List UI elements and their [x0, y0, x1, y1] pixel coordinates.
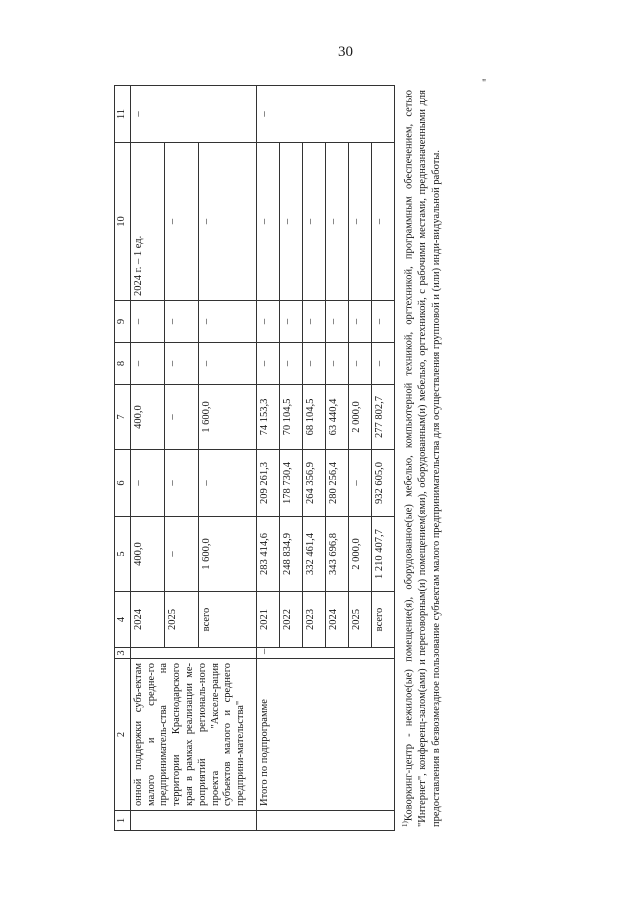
- value-cell: –: [198, 450, 256, 517]
- value-cell: –: [348, 301, 371, 343]
- value-cell: 280 256,4: [325, 450, 348, 517]
- year-cell: 2024: [325, 592, 348, 648]
- value-cell: 209 261,3: [256, 450, 279, 517]
- table-row: [130, 86, 164, 831]
- result-cell: –: [164, 143, 198, 301]
- header-cell: 1: [115, 811, 131, 831]
- value-cell: 277 802,7: [371, 385, 394, 450]
- value-cell: –: [279, 343, 302, 385]
- header-cell: 2: [115, 659, 131, 811]
- result-cell: –: [198, 143, 256, 301]
- header-cell: 10: [115, 143, 131, 301]
- year-cell: всего: [198, 592, 256, 648]
- value-cell: 178 730,4: [279, 450, 302, 517]
- year-cell: 2022: [279, 592, 302, 648]
- total-name-cell: Итого по подпрограмме: [256, 659, 394, 811]
- value-cell: –: [198, 343, 256, 385]
- year-cell: 2025: [348, 592, 371, 648]
- value-cell: 1 600,0: [198, 385, 256, 450]
- header-cell: 3: [115, 648, 131, 659]
- value-cell: 343 696,8: [325, 517, 348, 592]
- value-cell: –: [164, 385, 198, 450]
- value-cell: 2 000,0: [348, 385, 371, 450]
- footnote-text: Коворкинг-центр - нежилое(ые) помещение(я), оборудованное(ые) мебелью, компьютерной техникой, оргтехникой, программным обеспечением, сетью "Интернет", конференц-залом(ами) и переговорным(и) помещением(ями), оборудованным(и) мебелью, оргтехникой, с рабочими местами, предназначенными для предоставления в безвозмездное пользование субъектам малого предпринимательства для осуществления групповой и (или) инди-видуальной работы.: [403, 90, 443, 827]
- value-cell: 1 210 407,7: [371, 517, 394, 592]
- value-cell: 332 461,4: [302, 517, 325, 592]
- value-cell: 74 153,3: [256, 385, 279, 450]
- value-cell: –: [164, 343, 198, 385]
- value-cell: –: [164, 517, 198, 592]
- rotated-landscape-page: [114, 86, 474, 831]
- budget-table: [114, 85, 395, 831]
- header-row: [115, 86, 131, 831]
- year-cell: 2024: [130, 592, 164, 648]
- value-cell: –: [325, 301, 348, 343]
- value-cell: 400,0: [130, 385, 164, 450]
- value-cell: –: [371, 301, 394, 343]
- header-cell: 4: [115, 592, 131, 648]
- result-cell: –: [256, 143, 279, 301]
- value-cell: 264 356,9: [302, 450, 325, 517]
- value-cell: 248 834,9: [279, 517, 302, 592]
- value-cell: –: [256, 301, 279, 343]
- value-cell: 63 440,4: [325, 385, 348, 450]
- value-cell: –: [164, 301, 198, 343]
- value-cell: –: [256, 86, 394, 143]
- value-cell: –: [348, 450, 371, 517]
- result-cell: –: [371, 143, 394, 301]
- value-cell: 1 600,0: [198, 517, 256, 592]
- year-cell: 2025: [164, 592, 198, 648]
- value-cell: 70 104,5: [279, 385, 302, 450]
- header-cell: 11: [115, 86, 131, 143]
- value-cell: –: [325, 343, 348, 385]
- result-cell: –: [325, 143, 348, 301]
- value-cell: 2 000,0: [348, 517, 371, 592]
- value-cell: –: [130, 450, 164, 517]
- page-number: 30: [338, 44, 353, 60]
- header-cell: 7: [115, 385, 131, 450]
- value-cell: –: [302, 301, 325, 343]
- value-cell: –: [256, 343, 279, 385]
- value-cell: –: [279, 301, 302, 343]
- result-cell: –: [302, 143, 325, 301]
- result-cell: –: [279, 143, 302, 301]
- value-cell: 400,0: [130, 517, 164, 592]
- corner-mark: ": [482, 78, 487, 89]
- result-cell: –: [348, 143, 371, 301]
- header-cell: 8: [115, 343, 131, 385]
- row-number-cell: [130, 811, 256, 831]
- header-cell: 5: [115, 517, 131, 592]
- value-cell: –: [302, 343, 325, 385]
- value-cell: –: [164, 450, 198, 517]
- year-cell: всего: [371, 592, 394, 648]
- year-cell: 2023: [302, 592, 325, 648]
- row-number-cell: [256, 811, 394, 831]
- value-cell: 932 605,0: [371, 450, 394, 517]
- value-cell: –: [348, 343, 371, 385]
- value-cell: –: [256, 648, 394, 659]
- year-cell: 2021: [256, 592, 279, 648]
- footnote: [401, 86, 444, 831]
- result-cell: 2024 г. – 1 ед.: [130, 143, 164, 301]
- value-cell: –: [198, 301, 256, 343]
- header-cell: 9: [115, 301, 131, 343]
- value-cell: –: [371, 343, 394, 385]
- value-cell: 68 104,5: [302, 385, 325, 450]
- value-cell: 283 414,6: [256, 517, 279, 592]
- table-row: [256, 86, 279, 831]
- value-cell: –: [130, 343, 164, 385]
- value-cell: –: [130, 301, 164, 343]
- footnote-marker: 1): [400, 821, 409, 827]
- program-name-cell: онной поддержки субъ-ектам малого и средне-го предприниматель-ства на территории Краснодарского края в рамках реализации ме-роприятий региональ-ного проекта "Акселе-рация субъектов малого и среднего предприни-мательства": [130, 659, 256, 811]
- value-cell: –: [130, 86, 256, 143]
- empty-cell: [130, 648, 256, 659]
- header-cell: 6: [115, 450, 131, 517]
